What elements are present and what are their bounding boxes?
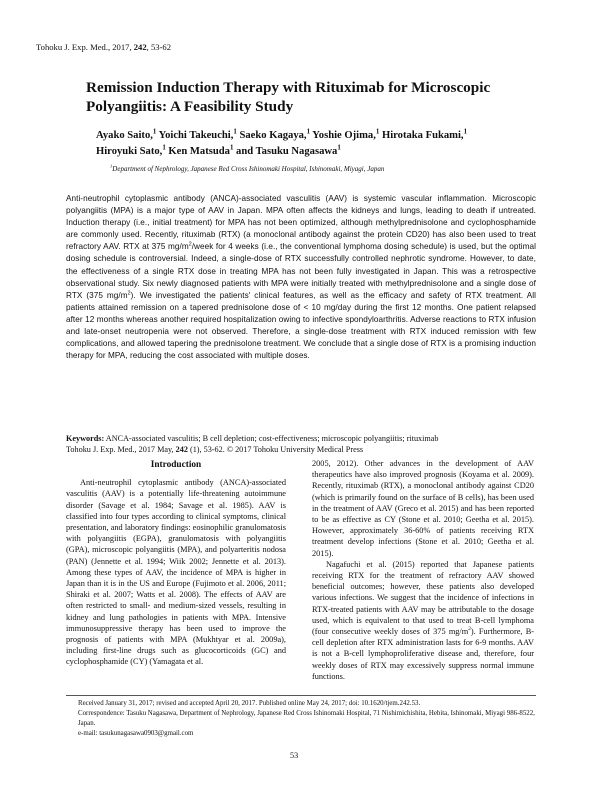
author: Yoichi Takeuchi,$^1$ <box>158 128 237 141</box>
affiliation: $^1$Department of Nephrology, Japanese Red Cross Ishinomaki Hospital, Ishinomaki, Miyagi, Japan <box>110 163 385 173</box>
keywords-label: Keywords: <box>66 434 105 443</box>
author-line-2 <box>96 144 516 160</box>
author-list <box>96 128 516 159</box>
left-column <box>66 458 286 668</box>
journal-pages: , 53-62 <box>146 42 171 52</box>
footnotes <box>78 699 538 739</box>
citation: Tohoku J. Exp. Med., 2017 May, 242 (1), 53-62. © 2017 Tohoku University Medical Press <box>66 445 364 454</box>
author: and Tasuku Nagasawa$^1$ <box>236 143 341 157</box>
author: Hiroyuki Sato,$^1$ <box>96 143 166 157</box>
article-title: Remission Induction Therapy with Rituximab for Microscopic Polyangiitis: A Feasibility Study <box>86 79 491 115</box>
paragraph: Nagafuchi et al. (2015) reported that Japanese patients receiving RTX for the treatment of refractory AAV showed beneficial outcomes; however, these patients also developed various infections. We suggest that the incidence of infections in RTX-treated patients with AAV may be attributable to the dosage used, which is equivalent to that used to treat B-cell lymphoma (four consecutive weekly doses of 375 $mg/m^2$). Furthermore, B-cell depletion after RTX administration lasts for 6-9 months. AAV is not a B-cell lymphoproliferative disease and, therefore, four weekly doses of RTX may excessively suppress normal immune functions. <box>312 559 534 681</box>
page-number: 53 <box>290 751 299 760</box>
email: e-mail: tasukunagasawa0903@gmail.com <box>78 730 194 737</box>
received-date: Received January 31, 2017; revised and accepted April 20, 2017. Published online May 24, 2017; doi: 10.1620/tjem.242.53. <box>78 700 421 707</box>
author: Ken Matsuda$^1$ <box>168 143 234 157</box>
author: Hirotaka Fukami,$^1$ <box>381 128 468 141</box>
keywords-text: ANCA-associated vasculitis; B cell depletion; cost-effectiveness; microscopic polyangiitis; rituximab <box>104 434 439 443</box>
right-column <box>312 458 534 682</box>
keywords <box>66 433 536 444</box>
journal-name: Tohoku J. Exp. Med., 2017, <box>36 42 134 52</box>
author: Ayako Saito,$^1$ <box>96 128 157 141</box>
paragraph: Anti-neutrophil cytoplasmic antibody (ANCA)-associated vasculitis (AAV) is a potentially life-threatening autoimmune disorder (Savage et al. 1984; Savage et al. 1985). AAV is classified into four types according to clinical symptoms, clinical presentation, and laboratory findings: eosinophilic granulomatosis with polyangiitis (EGPA), granulomatosis with polyangiitis (GPA), microscopic polyangiitis (MPA), and polyarteritis nodosa (PAN) (Jennette et al. 1994; Wiik 2002; Jennette et al. 2013). Among these types of AAV, the incidence of MPA is higher in Japan than it is in the US and Europe (Fujimoto et al. 2006, 2011; Shiraki et al. 2007; Watts et al. 2008). The effects of AAV are often restricted to small- and medium-sized vessels, resulting in kidney and lung pathologies in patients with MPA. Intensive immunosuppressive therapy has been used to improve the prognosis of patients with MPA (Mukhtyar et al. 2009a), including first-line drugs such as glucocorticoids (GC) and cyclophosphamide (CY) (Yamagata et al. <box>66 478 286 667</box>
author: Saeko Kagaya,$^1$ <box>239 128 311 141</box>
correspondence: Correspondence: Tasuku Nagasawa, Department of Nephrology, Japanese Red Cross Ishinomaki Hospital, 71 Nishimichishita, Hebita, Ishinomaki, Miyagi 986-8522, Japan. <box>78 710 535 727</box>
author: Yoshie Ojima,$^1$ <box>312 128 380 141</box>
section-heading-introduction: Introduction <box>150 460 202 470</box>
author-line-1 <box>96 128 516 144</box>
paragraph: 2005, 2012). Other advances in the development of AAV therapeutics have also improved prognosis (Koyama et al. 2009). Recently, rituximab (RTX), a monoclonal antibody against CD20 (which is primarily found on the surface of B cells), has been used in the treatment of AAV (Greco et al. 2015) and has been reported to be as effective as CY (Stone et al. 2010; Geetha et al. 2015). However, approximately 36-60% of patients receiving RTX treatment develop infections (Stone et al. 2010; Geetha et al. 2015). <box>312 459 534 558</box>
journal-header <box>36 42 171 52</box>
abstract: Anti-neutrophil cytoplasmic antibody (ANCA)-associated vasculitis (AAV) is systemic vascular inflammation. Microscopic polyangiitis (MPA) is a major type of AAV in Japan. MPA often affects the kidneys and lungs, leading to death if untreated. Induction therapy (i.e., initial treatment) for MPA has not been optimized, although methylprednisolone and cyclophosphamide are commonly used. Recently, rituximab (RTX) (a monoclonal antibody against the protein CD20) has also been used to treat refractory AAV. RTX at 375 $mg/m^2$/week for 4 weeks (i.e., the conventional lymphoma dosing schedule) is used, but the optimal dosing schedule is controversial. Indeed, a single-dose of RTX successfully controlled nephrotic syndrome. However, to date, the effectiveness of a single RTX dose in treating MPA has not been fully investigated in Japan. This was a retrospective observational study. Six newly diagnosed patients with MPA were initially treated with methylprednisolone and a single dose of RTX (375 $mg/m^2$). We investigated the patients' clinical features, as well as the efficacy and safety of RTX treatment. All patients attained remission on a tapered prednisolone dose of < 10 mg/day during the first 12 months. One patient relapsed after 12 months whereas another required hospitalization owing to infective spondyloarthritis. Adverse reactions to RTX infusion and late-onset neutropenia were not observed. Therefore, a single-dose treatment with RTX induced remission with few complications, and allowed tapering the prednisolone treatment. We conclude that a single dose of RTX is a promising induction therapy for MPA, reducing the cost associated with multiple doses. <box>66 194 536 361</box>
footnote-divider <box>66 695 536 696</box>
journal-volume: 242 <box>133 42 147 52</box>
